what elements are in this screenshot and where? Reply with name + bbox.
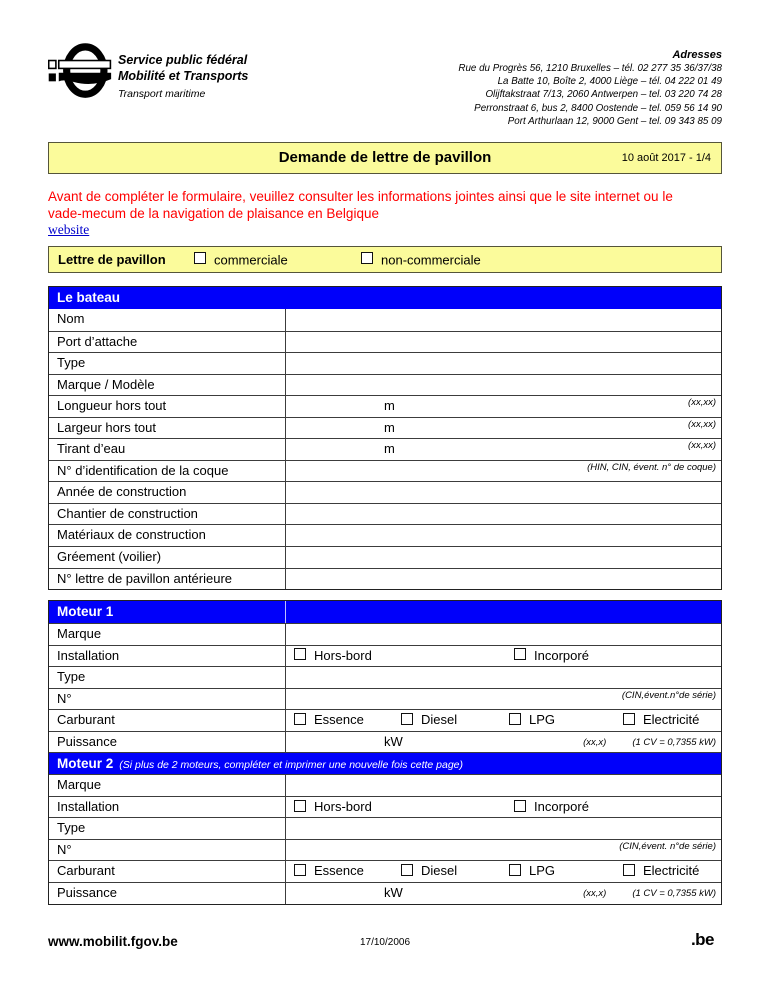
checkbox-option <box>294 710 364 731</box>
checkbox[interactable] <box>401 864 413 876</box>
boat-table-rows <box>49 309 721 589</box>
checkbox[interactable] <box>294 800 306 812</box>
page-header <box>48 40 722 135</box>
checkbox-option <box>514 646 589 667</box>
table-row <box>49 309 721 331</box>
checkbox[interactable] <box>514 800 526 812</box>
checkbox[interactable] <box>401 713 413 725</box>
checkbox-label: LPG <box>529 863 556 879</box>
be-logo: .be <box>690 930 714 949</box>
table-row <box>49 731 721 753</box>
table-row <box>49 438 721 460</box>
checkbox-label: Diesel <box>421 863 458 879</box>
checkbox-option <box>401 710 457 731</box>
checkbox-label: Essence <box>314 863 364 879</box>
row-label: Tirant d’eau <box>49 439 286 460</box>
field-hint: (CIN,évent.n°de série) <box>621 689 716 701</box>
section-header-engine <box>49 601 721 623</box>
checkbox-option <box>294 861 364 882</box>
checkbox[interactable] <box>361 252 373 264</box>
checkbox-option <box>514 797 589 818</box>
checkbox-label: Electricité <box>643 863 700 879</box>
input-cell[interactable] <box>286 624 721 645</box>
input-cell[interactable] <box>286 439 721 460</box>
checkbox[interactable] <box>509 713 521 725</box>
input-cell[interactable] <box>286 797 721 818</box>
row-label: Carburant <box>49 710 286 731</box>
address-line: Perronstraat 6, bus 2, 8400 Oostende – tel. 059 56 14 90 <box>474 102 722 114</box>
website-link[interactable]: website <box>48 222 90 237</box>
checkbox-label: Incorporé <box>534 647 589 663</box>
footer-date: 17/10/2006 <box>359 937 411 948</box>
field-hints <box>583 732 716 753</box>
input-cell[interactable] <box>286 840 721 861</box>
input-cell[interactable] <box>286 332 721 353</box>
input-cell[interactable] <box>286 732 721 753</box>
checkbox-label: Diesel <box>421 712 458 728</box>
checkbox-option <box>294 646 372 667</box>
input-cell[interactable] <box>286 710 721 731</box>
checkbox-option <box>623 710 699 731</box>
input-cell[interactable] <box>286 646 721 667</box>
section-title: Le bateau <box>57 290 121 305</box>
input-cell[interactable] <box>286 482 721 503</box>
unit-label: m <box>384 419 395 435</box>
checkbox-label: Hors-bord <box>314 647 372 663</box>
unit-label: m <box>384 441 395 457</box>
table-row <box>49 688 721 710</box>
checkbox[interactable] <box>294 713 306 725</box>
field-hint: (1 CV = 0,7355 kW) <box>632 736 716 748</box>
row-label: Carburant <box>49 861 286 882</box>
form-date-version: 10 août 2017 - 1/4 <box>621 152 711 164</box>
field-hint: (CIN,évent. n°de série) <box>619 840 716 852</box>
row-label: Installation <box>49 797 286 818</box>
table-row <box>49 860 721 882</box>
unit-label: kW <box>384 733 403 749</box>
section-header-engine <box>49 752 721 774</box>
checkbox[interactable] <box>294 648 306 660</box>
table-row <box>49 623 721 645</box>
field-hint: (xx,xx) <box>688 418 716 430</box>
table-row <box>49 774 721 796</box>
row-label: Matériaux de construction <box>49 525 286 546</box>
addresses-title: Adresses <box>672 49 722 61</box>
field-hints <box>583 883 716 904</box>
checkbox-label: Incorporé <box>534 798 589 814</box>
checkbox-option <box>509 861 555 882</box>
brand-line-3: Transport maritime <box>118 88 206 100</box>
checkbox[interactable] <box>623 864 635 876</box>
table-row <box>49 395 721 417</box>
row-label: Longueur hors tout <box>49 396 286 417</box>
table-row <box>49 839 721 861</box>
checkbox-label: LPG <box>529 712 556 728</box>
field-hint: (HIN, CIN, évent. n° de coque) <box>587 461 716 473</box>
row-label: N° <box>49 840 286 861</box>
boat-table <box>48 286 722 590</box>
address-line: Rue du Progrès 56, 1210 Bruxelles – tél. 02 277 35 36/37/38 <box>458 63 722 74</box>
input-cell[interactable] <box>286 569 721 590</box>
row-label: Port d’attache <box>49 332 286 353</box>
section-note: (Si plus de 2 moteurs, compléter et imprimer une nouvelle fois cette page) <box>119 759 464 772</box>
checkbox[interactable] <box>509 864 521 876</box>
input-cell[interactable] <box>286 309 721 331</box>
brand-line-2: Mobilité et Transports <box>118 69 249 83</box>
checkbox-label: commerciale <box>214 252 288 268</box>
table-row <box>49 481 721 503</box>
brand-text <box>118 52 248 102</box>
checkbox-option <box>401 861 457 882</box>
checkbox[interactable] <box>623 713 635 725</box>
checkbox-label: non-commerciale <box>381 252 481 268</box>
table-row <box>49 503 721 525</box>
row-label: N° <box>49 689 286 710</box>
row-label: Installation <box>49 646 286 667</box>
row-label: Gréement (voilier) <box>49 547 286 568</box>
row-label: Type <box>49 818 286 839</box>
section-header-cell <box>49 601 286 623</box>
row-label: Nom <box>49 309 286 331</box>
field-hint: (xx,xx) <box>688 440 716 452</box>
input-cell[interactable] <box>286 353 721 374</box>
row-label: Largeur hors tout <box>49 418 286 439</box>
form-title: Demande de lettre de pavillon <box>278 149 492 166</box>
checkbox-label: Electricité <box>643 712 700 728</box>
table-row <box>49 817 721 839</box>
footer-website: www.mobilit.fgov.be <box>48 934 178 949</box>
checkbox-option <box>623 861 699 882</box>
row-label: Puissance <box>49 732 286 753</box>
row-label: Chantier de construction <box>49 504 286 525</box>
field-hint: (xx,xx) <box>688 397 716 409</box>
table-row <box>49 709 721 731</box>
input-cell[interactable] <box>286 418 721 439</box>
flag-letter-label: Lettre de pavillon <box>58 252 166 267</box>
checkbox-option <box>361 247 481 272</box>
checkbox[interactable] <box>194 252 206 264</box>
checkbox[interactable] <box>514 648 526 660</box>
notice-text <box>48 189 722 239</box>
input-cell[interactable] <box>286 883 721 904</box>
row-label: Année de construction <box>49 482 286 503</box>
page-footer <box>48 930 722 962</box>
brand-line-1: Service public fédéral <box>118 53 248 67</box>
table-row <box>49 645 721 667</box>
address-line: Olijftakstraat 7/13, 2060 Antwerpen – tel. 03 220 74 28 <box>485 89 722 101</box>
checkbox-label: Essence <box>314 712 364 728</box>
input-cell[interactable] <box>286 461 721 482</box>
row-label: Type <box>49 667 286 688</box>
row-label: Marque <box>49 775 286 796</box>
notice-line-2: vade-mecum de la navigation de plaisance en Belgique <box>48 205 379 221</box>
address-line: Port Arthurlaan 12, 9000 Gent – tel. 09 343 85 09 <box>507 115 722 127</box>
section-header-boat <box>49 287 721 309</box>
spf-belgium-logo-icon <box>48 40 114 109</box>
input-cell[interactable] <box>286 396 721 417</box>
unit-label: m <box>384 398 395 414</box>
input-cell[interactable] <box>286 547 721 568</box>
row-label: N° d’identification de la coque <box>49 461 286 482</box>
section-title: Moteur 2 <box>57 756 114 772</box>
flag-letter-bar <box>48 246 722 273</box>
input-cell[interactable] <box>286 775 721 796</box>
table-row <box>49 374 721 396</box>
checkbox-option <box>509 710 555 731</box>
input-cell[interactable] <box>286 504 721 525</box>
table-row <box>49 460 721 482</box>
field-hint: (xx,x) <box>583 887 607 899</box>
flag-options <box>49 247 721 272</box>
checkbox-option <box>194 247 288 272</box>
input-cell[interactable] <box>286 667 721 688</box>
checkbox-option <box>294 797 372 818</box>
form-title-bar <box>48 142 722 174</box>
unit-label: kW <box>384 885 403 901</box>
address-line: La Batte 10, Boîte 2, 4000 Liège – tél. 04 222 01 49 <box>497 76 722 88</box>
table-row <box>49 568 721 590</box>
notice-line-1: Avant de compléter le formulaire, veuillez consulter les informations jointes ainsi que le site internet ou le <box>48 189 673 204</box>
engines-table <box>48 600 722 905</box>
row-label: N° lettre de pavillon antérieure <box>49 569 286 590</box>
row-label: Puissance <box>49 883 286 904</box>
checkbox-label: Hors-bord <box>314 798 372 814</box>
checkbox[interactable] <box>294 864 306 876</box>
field-hint: (xx,x) <box>583 736 607 748</box>
section-title: Moteur 1 <box>57 604 114 619</box>
table-row <box>49 666 721 688</box>
row-label: Type <box>49 353 286 374</box>
table-row <box>49 796 721 818</box>
table-row <box>49 546 721 568</box>
table-row <box>49 882 721 904</box>
input-cell[interactable] <box>286 525 721 546</box>
table-row <box>49 524 721 546</box>
input-cell[interactable] <box>286 375 721 396</box>
row-label: Marque <box>49 624 286 645</box>
field-hint: (1 CV = 0,7355 kW) <box>632 887 716 899</box>
input-cell[interactable] <box>286 861 721 882</box>
table-row <box>49 331 721 353</box>
input-cell[interactable] <box>286 818 721 839</box>
input-cell[interactable] <box>286 689 721 710</box>
table-row <box>49 352 721 374</box>
row-label: Marque / Modèle <box>49 375 286 396</box>
table-row <box>49 417 721 439</box>
addresses-block <box>458 48 722 128</box>
